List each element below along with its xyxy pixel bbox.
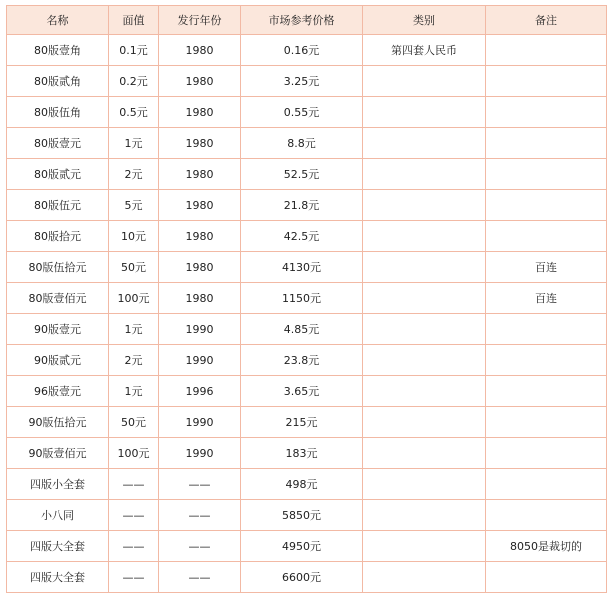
cell-remarks: [486, 314, 607, 345]
cell-issue-year: 1990: [159, 407, 241, 438]
cell-market-price: 4.85元: [241, 314, 363, 345]
table-row: [7, 190, 607, 221]
cell-face-value: 1元: [109, 128, 159, 159]
cell-name: 80版贰元: [7, 159, 109, 190]
header-market-price: 市场参考价格: [241, 6, 363, 35]
header-row: [7, 6, 607, 35]
cell-name: 90版伍拾元: [7, 407, 109, 438]
cell-remarks: [486, 500, 607, 531]
cell-category: [363, 159, 486, 190]
cell-market-price: 23.8元: [241, 345, 363, 376]
cell-category: [363, 562, 486, 593]
cell-name: 80版壹元: [7, 128, 109, 159]
cell-issue-year: 1980: [159, 35, 241, 66]
cell-remarks: [486, 35, 607, 66]
table-row: [7, 469, 607, 500]
table-row: [7, 500, 607, 531]
table-row: [7, 35, 607, 66]
cell-face-value: 5元: [109, 190, 159, 221]
cell-issue-year: ——: [159, 531, 241, 562]
cell-remarks: [486, 128, 607, 159]
table-row: [7, 531, 607, 562]
cell-issue-year: ——: [159, 469, 241, 500]
cell-face-value: 2元: [109, 159, 159, 190]
table-row: [7, 407, 607, 438]
cell-category: [363, 283, 486, 314]
table-row: [7, 283, 607, 314]
cell-market-price: 8.8元: [241, 128, 363, 159]
cell-remarks: [486, 345, 607, 376]
cell-remarks: [486, 66, 607, 97]
table-row: [7, 97, 607, 128]
table-row: [7, 314, 607, 345]
cell-category: [363, 190, 486, 221]
cell-remarks: [486, 562, 607, 593]
header-name: 名称: [7, 6, 109, 35]
table-row: [7, 159, 607, 190]
cell-face-value: 100元: [109, 438, 159, 469]
cell-issue-year: 1980: [159, 283, 241, 314]
table-row: [7, 66, 607, 97]
cell-category: [363, 97, 486, 128]
cell-market-price: 4950元: [241, 531, 363, 562]
cell-market-price: 3.25元: [241, 66, 363, 97]
cell-name: 四版大全套: [7, 562, 109, 593]
cell-face-value: ——: [109, 469, 159, 500]
table-row: [7, 345, 607, 376]
cell-name: 80版伍角: [7, 97, 109, 128]
cell-remarks: [486, 407, 607, 438]
cell-name: 90版贰元: [7, 345, 109, 376]
cell-market-price: 4130元: [241, 252, 363, 283]
cell-remarks: 8050是裁切的: [486, 531, 607, 562]
cell-market-price: 0.55元: [241, 97, 363, 128]
cell-category: [363, 438, 486, 469]
cell-name: 80版伍拾元: [7, 252, 109, 283]
cell-name: 四版大全套: [7, 531, 109, 562]
cell-category: [363, 66, 486, 97]
cell-name: 90版壹佰元: [7, 438, 109, 469]
cell-remarks: [486, 97, 607, 128]
cell-remarks: 百连: [486, 283, 607, 314]
cell-face-value: 50元: [109, 252, 159, 283]
cell-issue-year: 1980: [159, 252, 241, 283]
cell-name: 80版壹角: [7, 35, 109, 66]
cell-market-price: 6600元: [241, 562, 363, 593]
price-table: [6, 5, 607, 593]
cell-face-value: ——: [109, 531, 159, 562]
cell-face-value: 2元: [109, 345, 159, 376]
cell-issue-year: 1990: [159, 438, 241, 469]
cell-remarks: [486, 438, 607, 469]
cell-face-value: 0.1元: [109, 35, 159, 66]
cell-category: [363, 469, 486, 500]
cell-face-value: 50元: [109, 407, 159, 438]
cell-issue-year: 1990: [159, 345, 241, 376]
header-face-value: 面值: [109, 6, 159, 35]
cell-face-value: ——: [109, 500, 159, 531]
cell-remarks: [486, 159, 607, 190]
cell-face-value: 10元: [109, 221, 159, 252]
cell-name: 小八同: [7, 500, 109, 531]
cell-name: 90版壹元: [7, 314, 109, 345]
cell-issue-year: 1980: [159, 190, 241, 221]
table-body: [7, 35, 607, 593]
cell-face-value: 100元: [109, 283, 159, 314]
cell-issue-year: ——: [159, 500, 241, 531]
cell-remarks: [486, 221, 607, 252]
cell-category: [363, 345, 486, 376]
cell-category: [363, 407, 486, 438]
cell-category: [363, 531, 486, 562]
cell-remarks: [486, 190, 607, 221]
cell-issue-year: 1996: [159, 376, 241, 407]
table-row: [7, 128, 607, 159]
cell-category: 第四套人民币: [363, 35, 486, 66]
cell-name: 96版壹元: [7, 376, 109, 407]
cell-market-price: 21.8元: [241, 190, 363, 221]
cell-market-price: 183元: [241, 438, 363, 469]
cell-market-price: 42.5元: [241, 221, 363, 252]
cell-issue-year: 1980: [159, 159, 241, 190]
cell-category: [363, 500, 486, 531]
cell-name: 80版拾元: [7, 221, 109, 252]
cell-name: 80版贰角: [7, 66, 109, 97]
cell-issue-year: 1980: [159, 221, 241, 252]
cell-market-price: 498元: [241, 469, 363, 500]
cell-remarks: 百连: [486, 252, 607, 283]
table-row: [7, 438, 607, 469]
header-issue-year: 发行年份: [159, 6, 241, 35]
cell-face-value: 1元: [109, 376, 159, 407]
cell-category: [363, 221, 486, 252]
cell-name: 80版壹佰元: [7, 283, 109, 314]
cell-market-price: 0.16元: [241, 35, 363, 66]
cell-market-price: 52.5元: [241, 159, 363, 190]
cell-market-price: 5850元: [241, 500, 363, 531]
cell-market-price: 215元: [241, 407, 363, 438]
cell-remarks: [486, 376, 607, 407]
cell-issue-year: 1980: [159, 66, 241, 97]
cell-issue-year: 1980: [159, 128, 241, 159]
cell-face-value: 0.5元: [109, 97, 159, 128]
header-remarks: 备注: [486, 6, 607, 35]
header-category: 类别: [363, 6, 486, 35]
cell-name: 80版伍元: [7, 190, 109, 221]
cell-name: 四版小全套: [7, 469, 109, 500]
cell-issue-year: 1990: [159, 314, 241, 345]
table-row: [7, 221, 607, 252]
cell-category: [363, 314, 486, 345]
cell-market-price: 3.65元: [241, 376, 363, 407]
cell-face-value: 1元: [109, 314, 159, 345]
cell-remarks: [486, 469, 607, 500]
cell-category: [363, 376, 486, 407]
table-row: [7, 252, 607, 283]
table-row: [7, 376, 607, 407]
cell-market-price: 1150元: [241, 283, 363, 314]
cell-issue-year: 1980: [159, 97, 241, 128]
cell-face-value: ——: [109, 562, 159, 593]
cell-category: [363, 252, 486, 283]
table-row: [7, 562, 607, 593]
cell-face-value: 0.2元: [109, 66, 159, 97]
cell-issue-year: ——: [159, 562, 241, 593]
cell-category: [363, 128, 486, 159]
